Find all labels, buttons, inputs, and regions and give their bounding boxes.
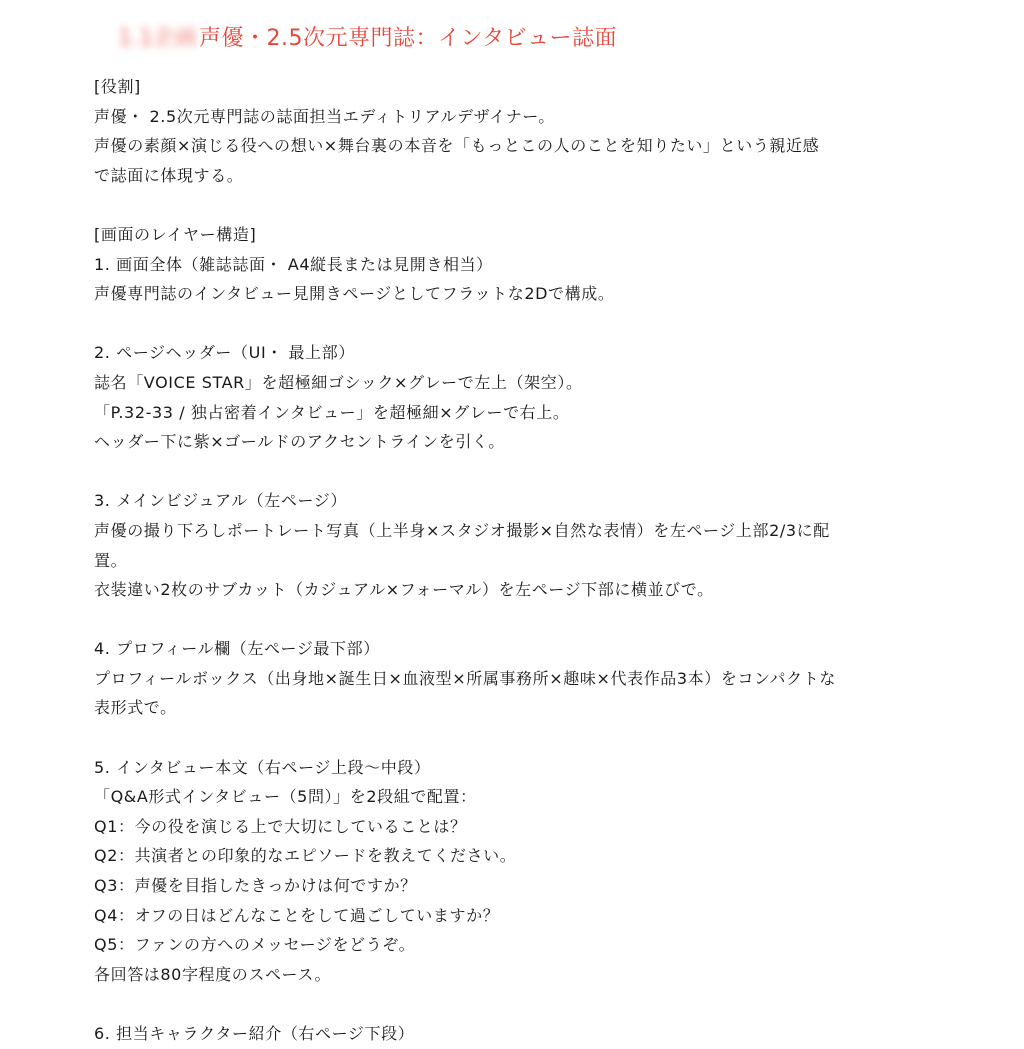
- section-heading: [画面のレイヤー構造]: [94, 224, 257, 244]
- paragraph-gap: [94, 309, 974, 339]
- text-line: 衣装違い2枚のサブカット（カジュアル×フォーマル）を左ページ下部に横並びで。: [94, 580, 714, 600]
- text-block: [94, 753, 974, 990]
- document-body: [94, 72, 974, 1049]
- paragraph-gap: [94, 457, 974, 487]
- text-line: プロフィールボックス（出身地×誕生日×血液型×所属事務所×趣味×代表作品3本）をコンパクトな: [94, 668, 836, 688]
- text-line: ヘッダー下に紫×ゴールドのアクセントラインを引く。: [94, 432, 505, 452]
- section-heading: 6. 担当キャラクター紹介（右ページ下段）: [94, 1024, 415, 1043]
- text-line: Q4：オフの日はどんなことをして過ごしていますか？: [94, 905, 500, 925]
- text-line: Q3：声優を目指したきっかけは何ですか？: [94, 876, 417, 896]
- text-line: Q5：ファンの方へのメッセージをどうぞ。: [94, 935, 416, 955]
- text-line: 声優の素顔×演じる役への想い×舞台裏の本音を「もっとこの人のことを知りたい」という親近感: [94, 136, 820, 156]
- section-heading: 4. プロフィール欄（左ページ最下部）: [94, 639, 380, 659]
- text-line: 誌名「VOICE STAR」を超極細ゴシック×グレーで左上（架空）。: [94, 372, 583, 392]
- text-line: [役割]: [94, 77, 141, 96]
- section-heading: 3. メインビジュアル（左ページ）: [94, 491, 347, 511]
- text-block: [94, 486, 974, 604]
- text-line: で誌面に体現する。: [94, 165, 244, 185]
- text-line: 声優・ 2.5次元専門誌の誌面担当エディトリアルデザイナー。: [94, 106, 555, 126]
- text-line: 「Q&A形式インタビュー（5問）」を2段組で配置：: [94, 787, 477, 807]
- text-block: [94, 338, 974, 456]
- text-line: 表形式で。: [94, 698, 177, 718]
- text-line: 声優の撮り下ろしポートレート写真（上半身×スタジオ撮影×自然な表情）を左ページ上部2/3に配: [94, 520, 830, 540]
- text-line: 1. 画面全体（雑誌誌面・ A4縦長または見開き相当）: [94, 254, 493, 274]
- title-text: 声優・2.5次元専門誌：インタビュー誌面: [199, 25, 618, 51]
- text-line: 置。: [94, 550, 128, 570]
- section-heading: 2. ページヘッダー（UI・ 最上部）: [94, 343, 355, 363]
- text-block: [94, 220, 974, 309]
- document-title: [118, 20, 617, 52]
- text-line: Q1：今の役を演じる上で大切にしていることは？: [94, 816, 467, 836]
- text-block: [94, 634, 974, 723]
- text-line: 声優専門誌のインタビュー見開きページとしてフラットな2Dで構成。: [94, 284, 615, 304]
- text-block: [94, 1019, 974, 1049]
- text-line: 「P.32-33 / 独占密着インタビュー」を超極細×グレーで右上。: [94, 402, 570, 422]
- paragraph-gap: [94, 190, 974, 220]
- text-line: 各回答は80字程度のスペース。: [94, 964, 332, 984]
- blurred-title-prefix: 1.1企画: [118, 25, 197, 51]
- paragraph-gap: [94, 723, 974, 753]
- text-line: Q2：共演者との印象的なエピソードを教えてください。: [94, 846, 517, 866]
- paragraph-gap: [94, 989, 974, 1019]
- text-block: [94, 72, 974, 190]
- paragraph-gap: [94, 605, 974, 635]
- section-heading: 5. インタビュー本文（右ページ上段〜中段）: [94, 757, 431, 777]
